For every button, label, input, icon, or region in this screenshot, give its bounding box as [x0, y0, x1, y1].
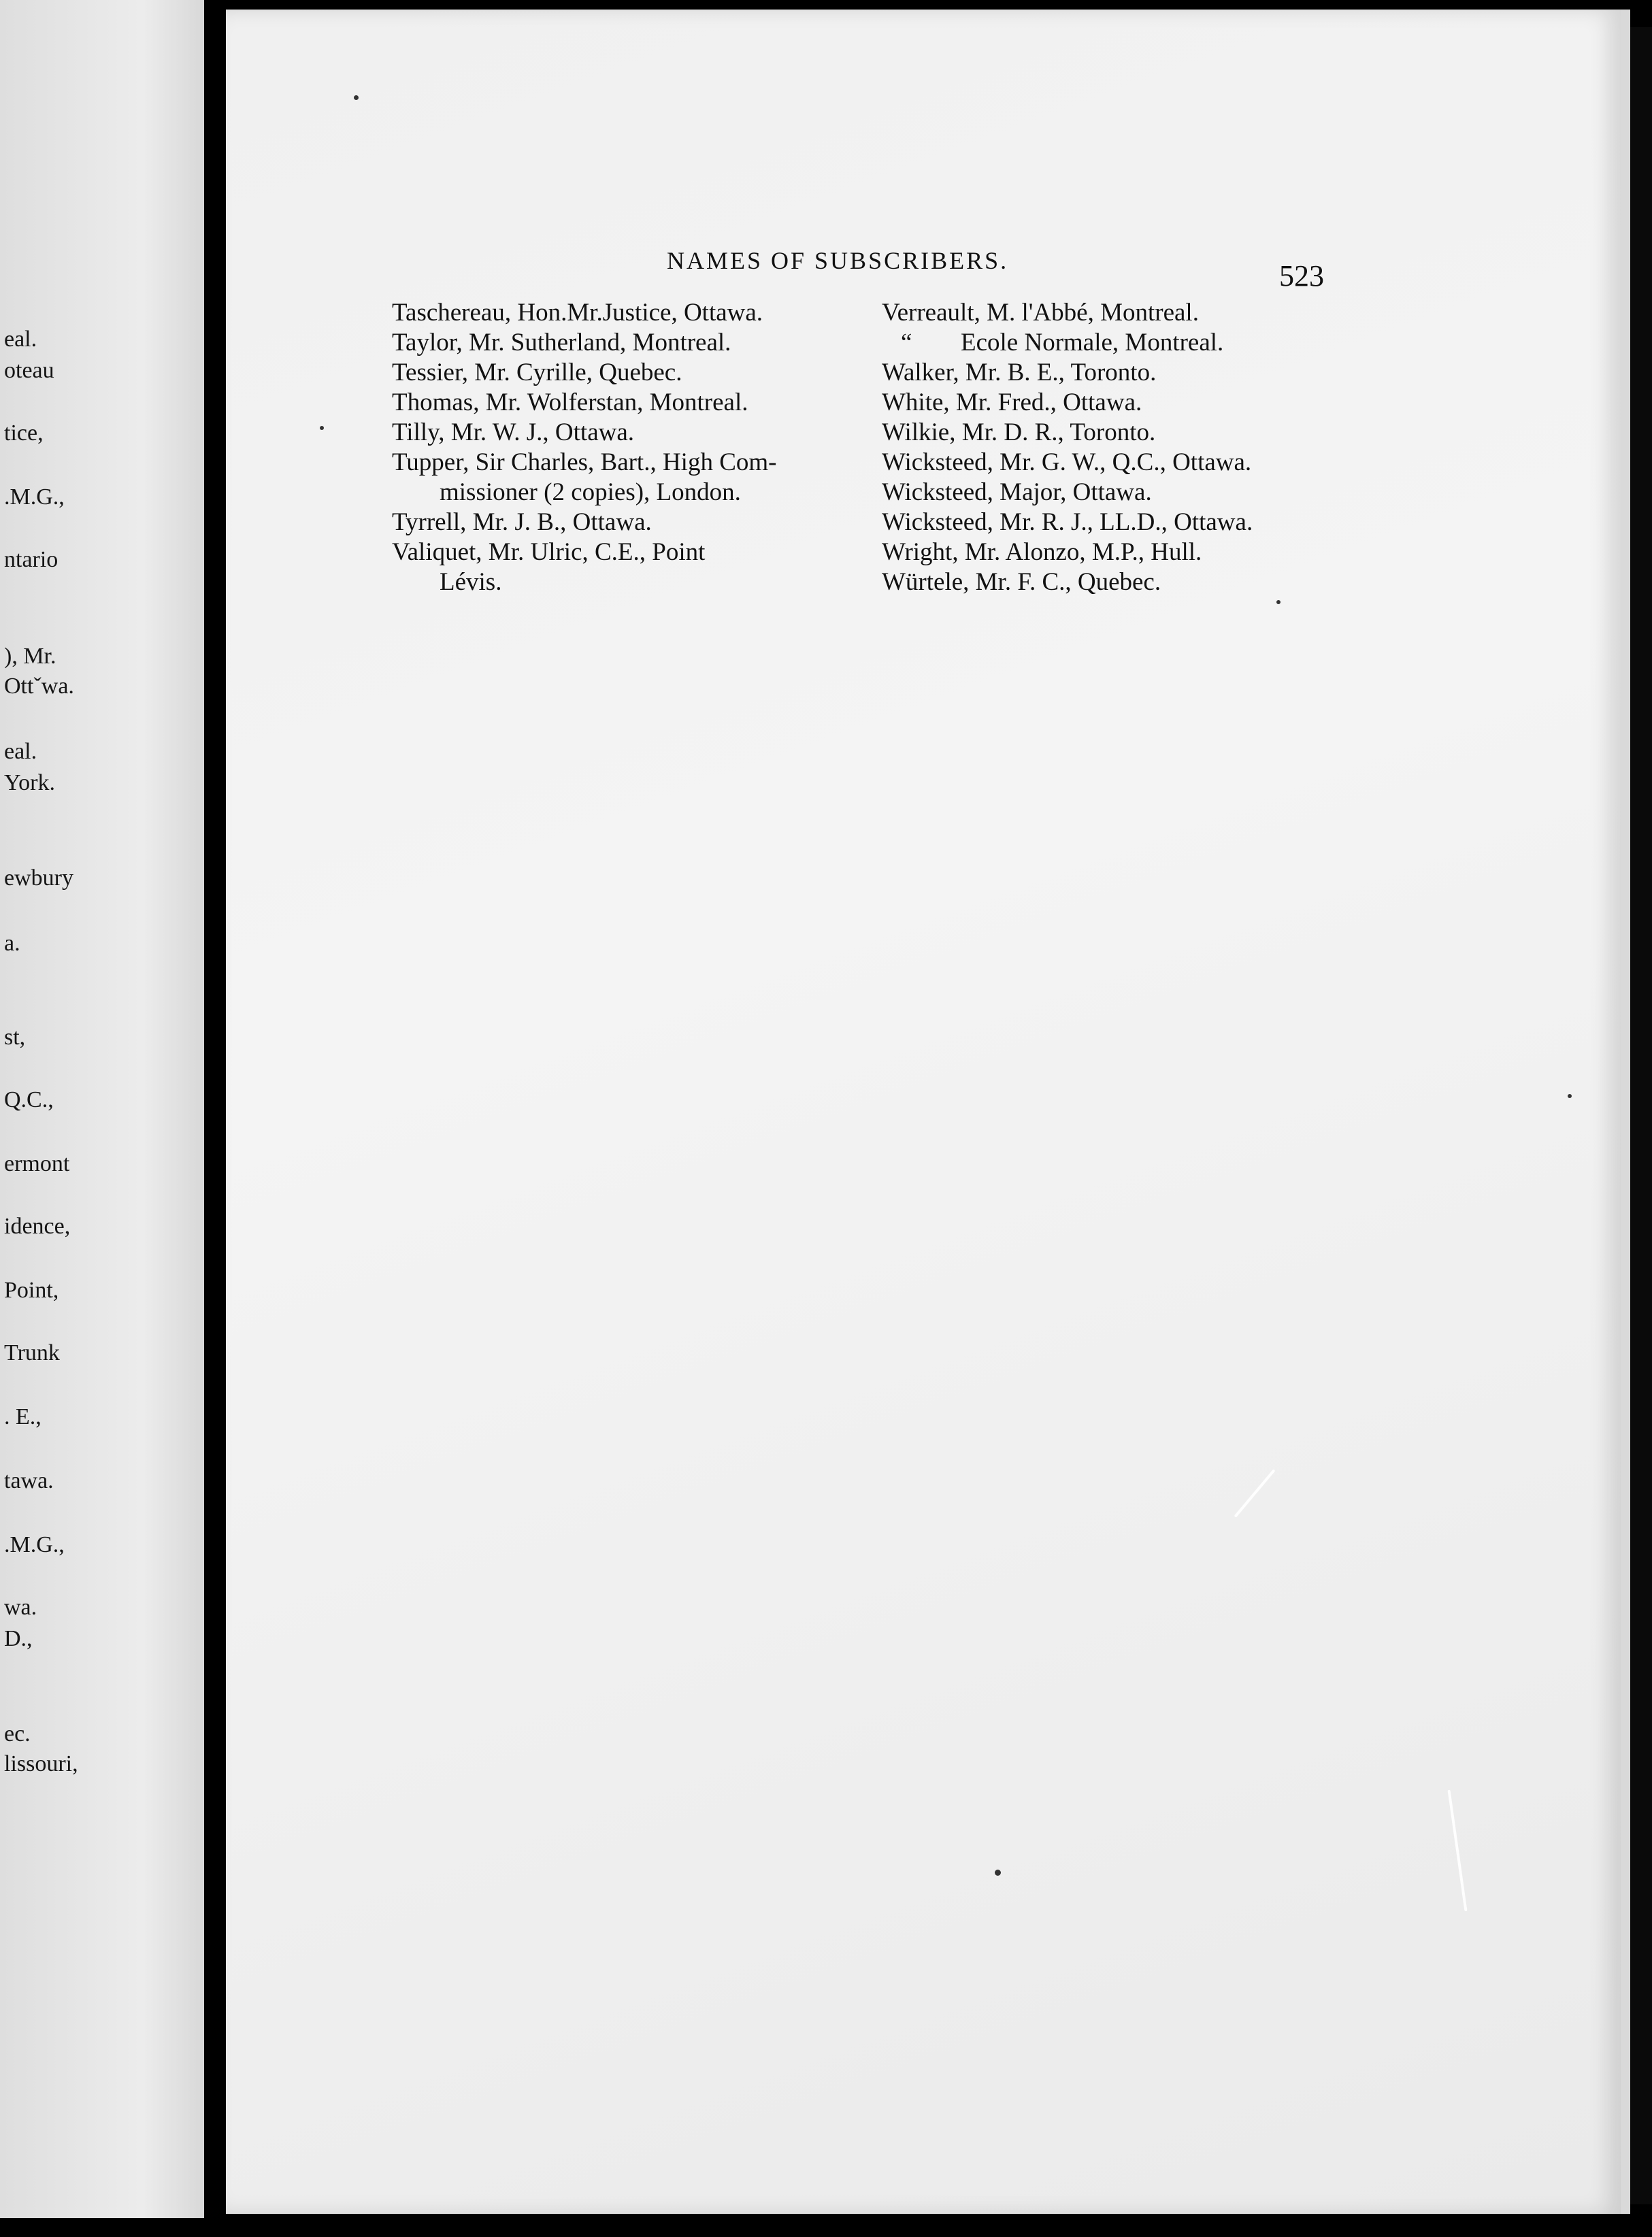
prev-fragment: York. [4, 770, 55, 795]
running-header: NAMES OF SUBSCRIBERS. [667, 247, 1009, 274]
subscriber-entry: Verreault, M. l'Abbé, Montreal. [882, 299, 1199, 327]
scan-speck [1276, 600, 1281, 604]
prev-fragment: eal. [4, 327, 37, 352]
subscriber-column-left [392, 298, 777, 597]
scan-speck [320, 426, 324, 430]
ditto-entry-text: Ecole Normale, Montreal. [961, 329, 1224, 357]
subscriber-entry: White, Mr. Fred., Ottawa. [882, 388, 1142, 416]
subscriber-entry: Tilly, Mr. W. J., Ottawa. [392, 418, 635, 446]
subscriber-entry: Wicksteed, Mr. R. J., LL.D., Ottawa. [882, 508, 1253, 536]
prev-fragment: st, [4, 1025, 26, 1050]
subscriber-entry: Thomas, Mr. Wolferstan, Montreal. [392, 388, 748, 416]
scan-speck [1568, 1094, 1572, 1098]
prev-fragment: ermont [4, 1151, 70, 1176]
subscriber-entry-continuation: Lévis. [440, 568, 502, 596]
subscriber-entry: Tyrrell, Mr. J. B., Ottawa. [392, 508, 652, 536]
subscriber-entry: Wilkie, Mr. D. R., Toronto. [882, 418, 1156, 446]
prev-fragment: . E., [4, 1404, 42, 1429]
subscriber-column-right [882, 298, 1253, 597]
page-number: 523 [1279, 259, 1324, 293]
prev-fragment: Point, [4, 1278, 59, 1303]
prev-fragment: tawa. [4, 1468, 54, 1493]
prev-fragment: Trunk [4, 1340, 60, 1365]
subscriber-entry-ditto [882, 328, 1253, 358]
prev-fragment: Ottˇwa. [4, 674, 74, 699]
ditto-mark: “ [901, 329, 912, 357]
prev-fragment: lissouri, [4, 1751, 78, 1776]
prev-fragment: Q.C., [4, 1087, 54, 1112]
subscriber-entry: Wicksteed, Major, Ottawa. [882, 478, 1152, 506]
prev-fragment: ntario [4, 547, 59, 572]
prev-fragment: idence, [4, 1214, 71, 1239]
subscriber-entry: Wright, Mr. Alonzo, M.P., Hull. [882, 538, 1202, 566]
prev-fragment: .M.G., [4, 1532, 65, 1557]
subscriber-entry: Walker, Mr. B. E., Toronto. [882, 359, 1157, 386]
prev-fragment: .M.G., [4, 484, 65, 510]
subscriber-entry: Taylor, Mr. Sutherland, Montreal. [392, 329, 731, 357]
prev-fragment: oteau [4, 358, 54, 383]
subscriber-entry: Wicksteed, Mr. G. W., Q.C., Ottawa. [882, 448, 1252, 476]
prev-fragment: ), Mr. [4, 644, 56, 669]
subscriber-entry: Tessier, Mr. Cyrille, Quebec. [392, 359, 682, 386]
subscriber-entry: Würtele, Mr. F. C., Quebec. [882, 568, 1161, 596]
prev-fragment: a. [4, 931, 20, 956]
page-edge-shadow [1630, 27, 1652, 2204]
previous-page-strip [0, 0, 204, 2218]
prev-fragment: eal. [4, 739, 37, 764]
scan-speck [995, 1870, 1001, 1876]
subscriber-entry: Taschereau, Hon.Mr.Justice, Ottawa. [392, 299, 763, 327]
subscriber-entry: Valiquet, Mr. Ulric, C.E., Point [392, 538, 706, 566]
scan-speck [354, 95, 359, 100]
prev-fragment: ewbury [4, 865, 73, 891]
prev-fragment: wa. [4, 1595, 37, 1620]
subscriber-entry: Tupper, Sir Charles, Bart., High Com- [392, 448, 777, 476]
subscriber-entry-continuation: missioner (2 copies), London. [440, 478, 741, 506]
prev-fragment: D., [4, 1626, 33, 1651]
prev-fragment: ec. [4, 1721, 31, 1746]
prev-fragment: tice, [4, 420, 44, 446]
